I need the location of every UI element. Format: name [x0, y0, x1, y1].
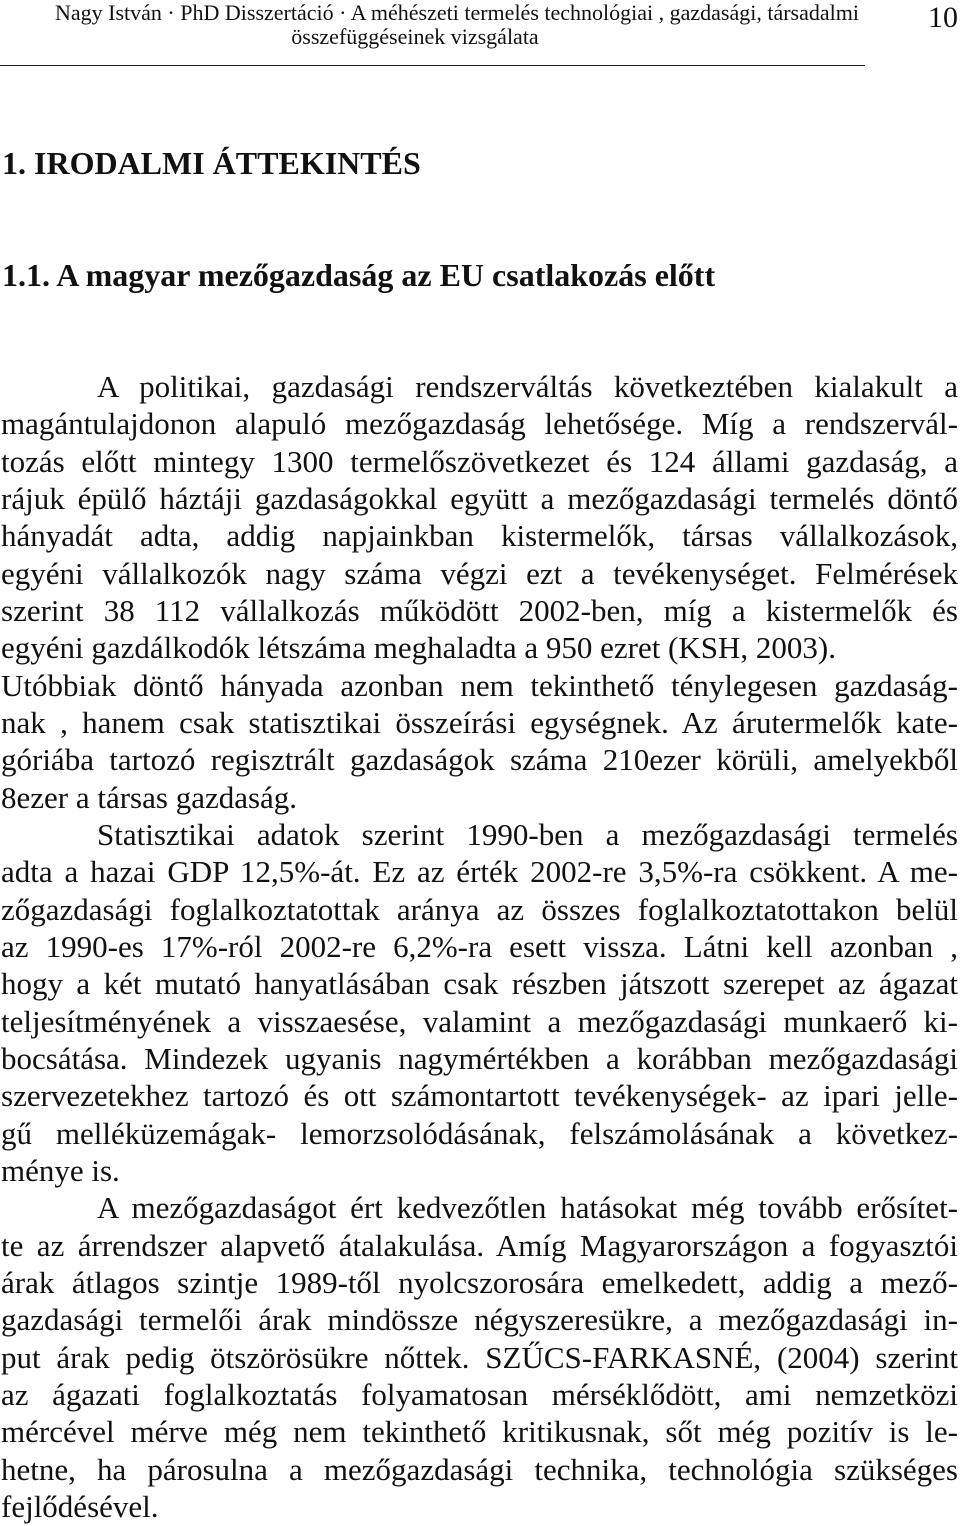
paragraph-line: A politikai, gazdasági rendszerváltás következtében kialakult a [97, 369, 958, 404]
paragraph-line: szerint 38 112 vállalkozás működött 2002-ben, míg a kistermelők és [1, 592, 958, 628]
paragraph-line: hányadát adta, addig napjainkban kistermelők, társas vállalkozások, [1, 518, 958, 554]
paragraph-line: bocsátása. Mindezek ugyanis nagymértékben a korábban mezőgazdasági [1, 1040, 958, 1076]
section-heading: 1.1. A magyar mezőgazdaság az EU csatlakozás előtt [2, 257, 716, 293]
paragraph-line: fejlődésével. [1, 1488, 159, 1524]
paragraph-line: az ágazati foglalkoztatás folyamatosan mérséklődött, ami nemzetközi [1, 1376, 958, 1412]
paragraph-line: gű melléküzemágak- lemorzsolódásának, felszámolásának a következ- [1, 1115, 958, 1151]
paragraph-line: mércével mérve még nem tekinthető kritikusnak, sőt még pozitív is le- [1, 1414, 958, 1450]
paragraph [1, 816, 958, 1189]
paragraph-line: magántulajdonon alapuló mezőgazdaság lehetősége. Míg a rendszervál- [1, 406, 958, 442]
paragraph-line: rájuk épülő háztáji gazdaságokkal együtt a mezőgazdasági termelés döntő [1, 480, 958, 516]
paragraph-line: A mezőgazdaságot ért kedvezőtlen hatásokat még tovább erősítet- [97, 1190, 958, 1226]
paragraph-line: teljesítményének a visszaesése, valamint a mezőgazdasági munkaerő ki- [1, 1003, 958, 1039]
paragraph-line: Statisztikai adatok szerint 1990-ben a mezőgazdasági termelés [97, 816, 958, 852]
paragraph-line: ménye is. [1, 1152, 120, 1188]
running-header-line-2: összefüggéseinek vizsgálata [291, 24, 539, 49]
paragraph-line: egyéni gazdálkodók létszáma meghaladta a 950 ezret (KSH, 2003). [1, 630, 836, 666]
paragraph-line: put árak pedig ötszörösükre nőttek. SZŰCS-FARKASNÉ, (2004) szerint [1, 1339, 958, 1375]
paragraph-line: gazdasági termelői árak mindössze négyszeresükre, a mezőgazdasági in- [1, 1302, 958, 1338]
paragraph-line: zőgazdasági foglalkoztatottak aránya az összes foglalkoztatottakon belül [1, 891, 958, 927]
paragraph-line: tozás előtt mintegy 1300 termelőszövetkezet és 124 állami gazdaság, a [1, 443, 958, 479]
paragraph-line: egyéni vállalkozók nagy száma végzi ezt a tevékenységet. Felmérések [1, 555, 958, 591]
main-text [1, 368, 958, 1525]
paragraph-line: adta a hazai GDP 12,5%-át. Ez az érték 2002-re 3,5%-ra csökkent. A me- [1, 854, 958, 890]
paragraph-line: góriába tartozó regisztrált gazdaságok száma 210ezer körüli, amelyekből [1, 742, 958, 778]
paragraph-line: az 1990-es 17%-ról 2002-re 6,2%-ra esett vissza. Látni kell azonban , [1, 928, 958, 964]
paragraph-line: Utóbbiak döntő hányada azonban nem tekinthető ténylegesen gazdaság- [1, 667, 958, 703]
paragraph [1, 1189, 958, 1525]
paragraph-line: szervezetekhez tartozó és ott számontartott tevékenységek- az ipari jelle- [1, 1078, 958, 1114]
paragraph-line: hetne, ha párosulna a mezőgazdasági technika, technológia szükséges [1, 1451, 958, 1487]
paragraph-line: árak átlagos szintje 1989-től nyolcszorosára emelkedett, addig a mező- [1, 1264, 958, 1300]
paragraph-line: hogy a két mutató hanyatlásában csak részben játszott szerepet az ágazat [1, 966, 958, 1002]
paragraph [1, 368, 958, 816]
running-header-line-1: Nagy István · PhD Disszertáció · A méhészeti termelés technológiai , gazdasági, társadalmi [55, 0, 859, 25]
paragraph-line: 8ezer a társas gazdaság. [1, 779, 298, 815]
chapter-heading: 1. IRODALMI ÁTTEKINTÉS [2, 145, 421, 181]
paragraph-line: te az árrendszer alapvető átalakulása. Amíg Magyarországon a fogyasztói [1, 1227, 958, 1263]
header-rule [0, 65, 865, 66]
page-number: 10 [928, 1, 958, 34]
paragraph-line: nak , hanem csak statisztikai összeírási egységnek. Az árutermelők kate- [1, 704, 958, 740]
